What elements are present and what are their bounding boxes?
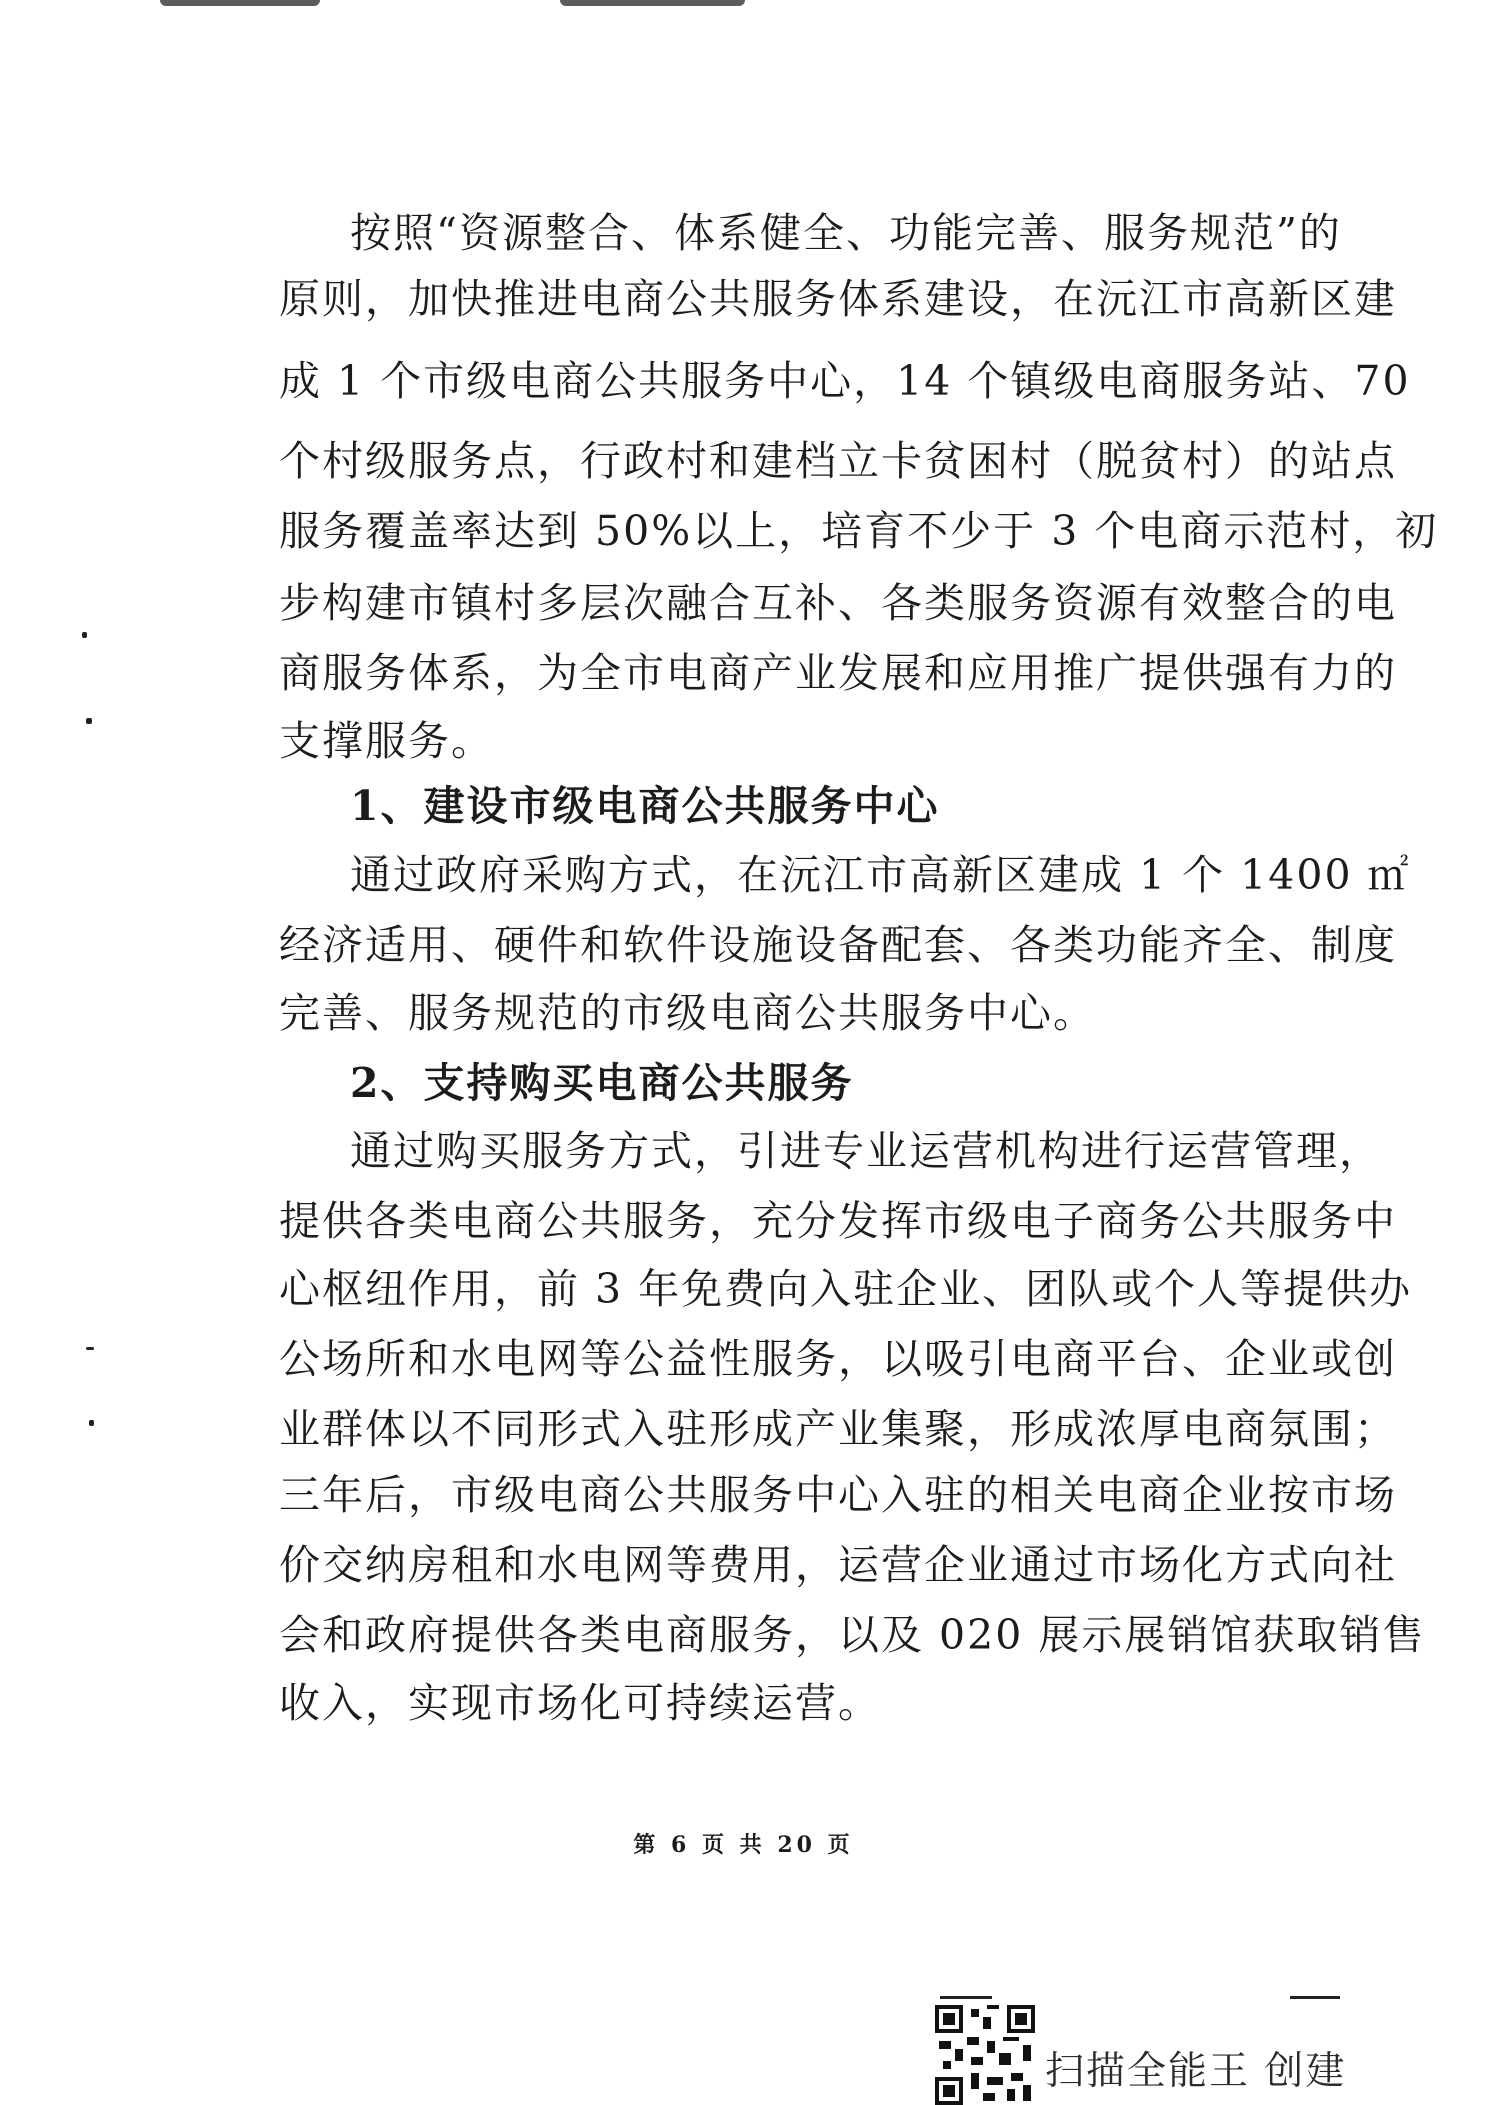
scan-mark	[86, 718, 92, 724]
paragraph-line: 原则，加快推进电商公共服务体系建设，在沅江市高新区建	[279, 275, 1397, 323]
scan-mark	[86, 1347, 94, 1350]
qr-code-icon	[935, 2005, 1035, 2105]
paragraph-line: 价交纳房租和水电网等费用，运营企业通过市场化方式向社	[279, 1541, 1397, 1589]
section-heading: 1、建设市级电商公共服务中心	[350, 782, 940, 830]
paragraph-line: 完善、服务规范的市级电商公共服务中心。	[279, 989, 1096, 1037]
paragraph-line: 通过政府采购方式，在沅江市高新区建成 1 个 1400 ㎡	[350, 851, 1411, 899]
paragraph-line: 个村级服务点，行政村和建档立卡贫困村（脱贫村）的站点	[279, 437, 1397, 485]
scanner-watermark: 扫描全能王 创建	[1045, 2049, 1347, 2094]
paragraph-line: 服务覆盖率达到 50%以上，培育不少于 3 个电商示范村，初	[279, 507, 1439, 555]
section-heading: 2、支持购买电商公共服务	[350, 1059, 854, 1107]
paragraph-line: 经济适用、硬件和软件设施设备配套、各类功能齐全、制度	[279, 921, 1397, 969]
scan-smudge	[560, 0, 745, 6]
scan-edge	[1290, 1996, 1340, 1999]
paragraph-line: 心枢纽作用，前 3 年免费向入驻企业、团队或个人等提供办	[279, 1265, 1413, 1313]
paragraph-line: 支撑服务。	[279, 717, 494, 765]
paragraph-line: 三年后，市级电商公共服务中心入驻的相关电商企业按市场	[279, 1471, 1397, 1519]
scan-smudge	[160, 0, 320, 6]
page-number: 第 6 页 共 20 页	[633, 1832, 854, 1858]
paragraph-line: 成 1 个市级电商公共服务中心，14 个镇级电商服务站、70	[279, 357, 1411, 405]
scan-edge	[940, 1996, 992, 1999]
paragraph-line: 步构建市镇村多层次融合互补、各类服务资源有效整合的电	[279, 579, 1397, 627]
scan-mark	[89, 1420, 94, 1426]
paragraph-line: 会和政府提供各类电商服务，以及 020 展示展销馆获取销售	[279, 1611, 1426, 1659]
paragraph-line: 业群体以不同形式入驻形成产业集聚，形成浓厚电商氛围；	[279, 1405, 1397, 1453]
paragraph-line: 收入，实现市场化可持续运营。	[279, 1679, 881, 1727]
scan-mark	[82, 632, 87, 638]
paragraph-line: 提供各类电商公共服务，充分发挥市级电子商务公共服务中	[279, 1197, 1397, 1245]
paragraph-line: 公场所和水电网等公益性服务，以吸引电商平台、企业或创	[279, 1335, 1397, 1383]
paragraph-line: 按照“资源整合、体系健全、功能完善、服务规范”的	[350, 209, 1342, 257]
paragraph-line: 商服务体系，为全市电商产业发展和应用推广提供强有力的	[279, 649, 1397, 697]
paragraph-line: 通过购买服务方式，引进专业运营机构进行运营管理，	[350, 1127, 1382, 1175]
